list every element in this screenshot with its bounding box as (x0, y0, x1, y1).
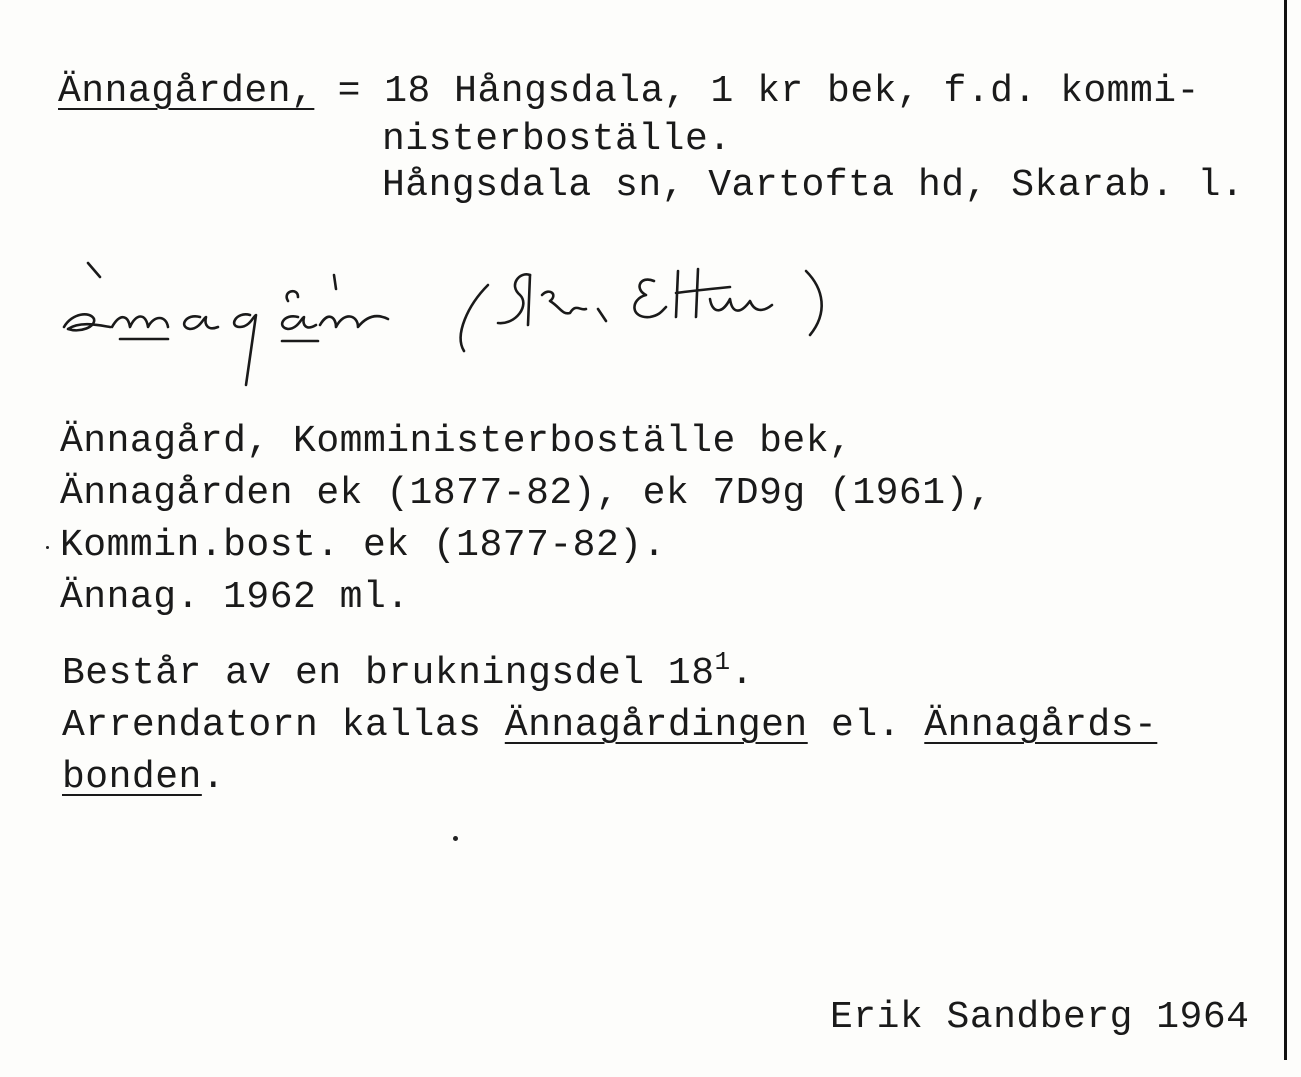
underlined-term-1: Ännagårdingen (504, 704, 808, 747)
handwritten-note (50, 255, 840, 395)
signature: Erik Sandberg 1964 (830, 996, 1250, 1039)
note-line-3-end: . (201, 756, 226, 799)
entry-line-1 (58, 70, 1200, 114)
note-line-2 (62, 704, 1157, 748)
underlined-term-2: Ännagårds- (924, 704, 1158, 747)
note-line-2-mid: el. (807, 704, 925, 747)
form-line-1: Ännagård, Komministerboställe bek, (60, 420, 853, 463)
note-superscript: 1 (714, 647, 731, 677)
entry-headword: Ännagården, (58, 70, 315, 113)
note-line-3 (62, 756, 225, 800)
card-edge-line (1284, 0, 1287, 1060)
entry-line-1-text: = 18 Hångsdala, 1 kr bek, f.d. kommi- (314, 70, 1200, 113)
form-line-3: Kommin.bost. ek (1877-82). (60, 524, 666, 567)
entry-line-2: nisterboställe. (382, 118, 732, 161)
form-line-2: Ännagården ek (1877-82), ek 7D9g (1961), (60, 472, 993, 515)
ink-speck (46, 546, 49, 549)
note-line-1-text: Består av en brukningsdel 18 (62, 652, 715, 695)
note-line-1-end: . (730, 652, 754, 695)
entry-line-3: Hångsdala sn, Vartofta hd, Skarab. l. (382, 164, 1245, 207)
underlined-term-3: bonden (62, 756, 202, 799)
note-line-2-pre: Arrendatorn kallas (62, 704, 505, 747)
ink-speck (453, 836, 458, 841)
form-line-4: Ännag. 1962 ml. (60, 576, 410, 619)
note-line-1 (62, 647, 754, 696)
